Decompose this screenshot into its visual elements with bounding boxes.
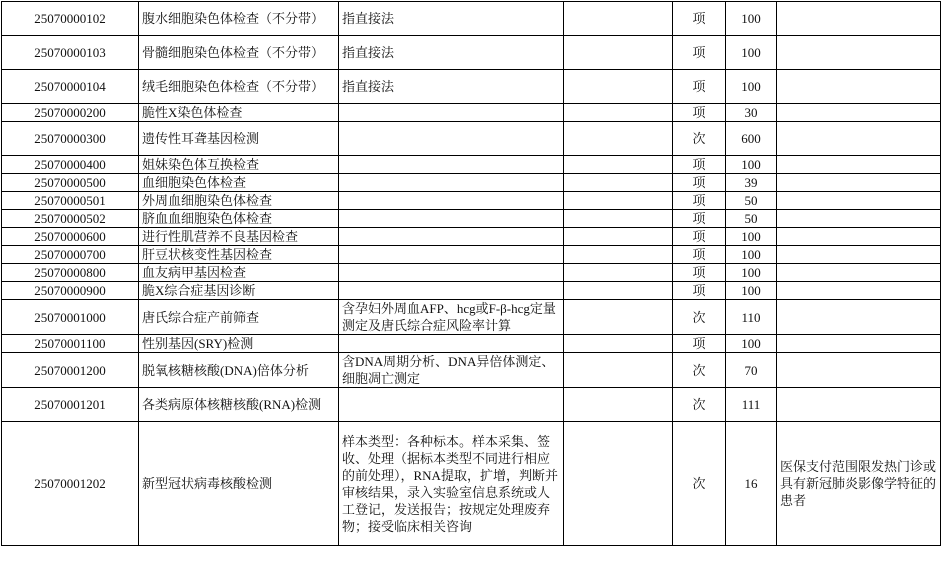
item-content-cell	[339, 246, 564, 264]
item-note-cell	[777, 36, 941, 70]
item-code-cell: 25070001200	[2, 353, 139, 388]
item-code-cell: 25070000501	[2, 192, 139, 210]
table-row	[2, 104, 941, 122]
item-name-cell: 遗传性耳聋基因检测	[139, 122, 339, 156]
item-content-cell	[339, 335, 564, 353]
item-content-cell: 含DNA周期分析、DNA异倍体测定、细胞凋亡测定	[339, 353, 564, 388]
table-row	[2, 2, 941, 36]
table-row	[2, 353, 941, 388]
table-row	[2, 36, 941, 70]
item-note-cell	[777, 388, 941, 422]
item-unit-cell: 项	[673, 174, 726, 192]
fee-table	[1, 1, 941, 546]
item-unit-cell: 项	[673, 192, 726, 210]
item-note-cell	[777, 300, 941, 335]
item-note-cell	[777, 246, 941, 264]
item-price-cell: 100	[726, 156, 777, 174]
item-exclusion-cell	[564, 282, 673, 300]
table-row	[2, 192, 941, 210]
item-content-cell	[339, 192, 564, 210]
item-name-cell: 脐血血细胞染色体检查	[139, 210, 339, 228]
item-exclusion-cell	[564, 422, 673, 546]
item-note-cell	[777, 70, 941, 104]
item-name-cell: 各类病原体核糖核酸(RNA)检测	[139, 388, 339, 422]
item-exclusion-cell	[564, 192, 673, 210]
item-content-cell	[339, 104, 564, 122]
item-exclusion-cell	[564, 36, 673, 70]
table-row	[2, 210, 941, 228]
table-row	[2, 264, 941, 282]
item-unit-cell: 次	[673, 422, 726, 546]
item-exclusion-cell	[564, 122, 673, 156]
item-exclusion-cell	[564, 353, 673, 388]
item-price-cell: 39	[726, 174, 777, 192]
item-content-cell	[339, 264, 564, 282]
item-content-cell: 样本类型：各种标本。样本采集、签收、处理（据标本类型不同进行相应的前处理），RNA提取，扩增，判断并审核结果，录入实验室信息系统或人工登记，发送报告；按规定处理废弃物；接受临床相关咨询	[339, 422, 564, 546]
item-exclusion-cell	[564, 210, 673, 228]
item-unit-cell: 项	[673, 210, 726, 228]
item-content-cell	[339, 122, 564, 156]
item-code-cell: 25070000600	[2, 228, 139, 246]
item-note-cell	[777, 192, 941, 210]
item-exclusion-cell	[564, 104, 673, 122]
item-name-cell: 绒毛细胞染色体检查（不分带）	[139, 70, 339, 104]
table-row	[2, 388, 941, 422]
item-exclusion-cell	[564, 70, 673, 104]
item-price-cell: 111	[726, 388, 777, 422]
item-price-cell: 100	[726, 228, 777, 246]
item-name-cell: 血友病甲基因检查	[139, 264, 339, 282]
item-unit-cell: 项	[673, 36, 726, 70]
item-unit-cell: 项	[673, 228, 726, 246]
item-name-cell: 外周血细胞染色体检查	[139, 192, 339, 210]
item-code-cell: 25070000300	[2, 122, 139, 156]
item-exclusion-cell	[564, 228, 673, 246]
item-price-cell: 100	[726, 335, 777, 353]
item-unit-cell: 项	[673, 104, 726, 122]
item-exclusion-cell	[564, 335, 673, 353]
table-row	[2, 300, 941, 335]
table-row	[2, 156, 941, 174]
table-row	[2, 228, 941, 246]
item-note-cell	[777, 156, 941, 174]
table-row	[2, 70, 941, 104]
item-code-cell: 25070001202	[2, 422, 139, 546]
item-price-cell: 50	[726, 210, 777, 228]
item-code-cell: 25070000502	[2, 210, 139, 228]
item-unit-cell: 次	[673, 353, 726, 388]
item-exclusion-cell	[564, 300, 673, 335]
item-price-cell: 600	[726, 122, 777, 156]
item-note-cell	[777, 2, 941, 36]
item-name-cell: 脱氧核糖核酸(DNA)倍体分析	[139, 353, 339, 388]
item-content-cell	[339, 156, 564, 174]
item-code-cell: 25070000500	[2, 174, 139, 192]
item-unit-cell: 次	[673, 300, 726, 335]
table-row	[2, 335, 941, 353]
item-note-cell	[777, 104, 941, 122]
item-unit-cell: 次	[673, 388, 726, 422]
item-name-cell: 脆X综合症基因诊断	[139, 282, 339, 300]
item-price-cell: 50	[726, 192, 777, 210]
item-code-cell: 25070001201	[2, 388, 139, 422]
item-note-cell	[777, 228, 941, 246]
item-unit-cell: 项	[673, 282, 726, 300]
item-unit-cell: 项	[673, 335, 726, 353]
item-name-cell: 血细胞染色体检查	[139, 174, 339, 192]
table-row	[2, 122, 941, 156]
item-code-cell: 25070001100	[2, 335, 139, 353]
item-price-cell: 100	[726, 246, 777, 264]
table-row	[2, 174, 941, 192]
item-name-cell: 新型冠状病毒核酸检测	[139, 422, 339, 546]
table-row	[2, 282, 941, 300]
item-name-cell: 唐氏综合症产前筛查	[139, 300, 339, 335]
item-price-cell: 100	[726, 36, 777, 70]
item-content-cell: 指直接法	[339, 36, 564, 70]
item-unit-cell: 项	[673, 156, 726, 174]
item-content-cell: 指直接法	[339, 2, 564, 36]
item-name-cell: 姐妹染色体互换检查	[139, 156, 339, 174]
item-price-cell: 16	[726, 422, 777, 546]
item-note-cell	[777, 264, 941, 282]
item-code-cell: 25070000700	[2, 246, 139, 264]
item-exclusion-cell	[564, 2, 673, 36]
item-note-cell	[777, 174, 941, 192]
item-name-cell: 进行性肌营养不良基因检查	[139, 228, 339, 246]
item-unit-cell: 项	[673, 2, 726, 36]
item-content-cell	[339, 282, 564, 300]
item-code-cell: 25070000400	[2, 156, 139, 174]
item-code-cell: 25070000104	[2, 70, 139, 104]
table-row	[2, 246, 941, 264]
item-unit-cell: 项	[673, 70, 726, 104]
item-price-cell: 100	[726, 264, 777, 282]
item-price-cell: 70	[726, 353, 777, 388]
item-name-cell: 肝豆状核变性基因检查	[139, 246, 339, 264]
item-code-cell: 25070000103	[2, 36, 139, 70]
item-content-cell	[339, 388, 564, 422]
item-note-cell	[777, 353, 941, 388]
item-code-cell: 25070000200	[2, 104, 139, 122]
item-exclusion-cell	[564, 388, 673, 422]
item-unit-cell: 次	[673, 122, 726, 156]
item-exclusion-cell	[564, 156, 673, 174]
item-exclusion-cell	[564, 246, 673, 264]
item-content-cell: 指直接法	[339, 70, 564, 104]
item-code-cell: 25070000900	[2, 282, 139, 300]
item-unit-cell: 项	[673, 246, 726, 264]
item-name-cell: 脆性X染色体检查	[139, 104, 339, 122]
item-exclusion-cell	[564, 174, 673, 192]
item-name-cell: 骨髓细胞染色体检查（不分带）	[139, 36, 339, 70]
item-name-cell: 性别基因(SRY)检测	[139, 335, 339, 353]
item-content-cell	[339, 228, 564, 246]
item-price-cell: 100	[726, 70, 777, 104]
item-unit-cell: 项	[673, 264, 726, 282]
item-note-cell	[777, 210, 941, 228]
item-note-cell	[777, 282, 941, 300]
item-price-cell: 100	[726, 282, 777, 300]
item-note-cell	[777, 122, 941, 156]
item-note-cell: 医保支付范围限发热门诊或具有新冠肺炎影像学特征的患者	[777, 422, 941, 546]
item-content-cell	[339, 174, 564, 192]
item-code-cell: 25070001000	[2, 300, 139, 335]
fee-table-body	[2, 2, 941, 546]
item-name-cell: 腹水细胞染色体检查（不分带）	[139, 2, 339, 36]
item-code-cell: 25070000800	[2, 264, 139, 282]
item-price-cell: 30	[726, 104, 777, 122]
item-content-cell	[339, 210, 564, 228]
table-row	[2, 422, 941, 546]
item-note-cell	[777, 335, 941, 353]
item-price-cell: 100	[726, 2, 777, 36]
item-price-cell: 110	[726, 300, 777, 335]
item-exclusion-cell	[564, 264, 673, 282]
item-content-cell: 含孕妇外周血AFP、hcg或F-β-hcg定量测定及唐氏综合症风险率计算	[339, 300, 564, 335]
item-code-cell: 25070000102	[2, 2, 139, 36]
